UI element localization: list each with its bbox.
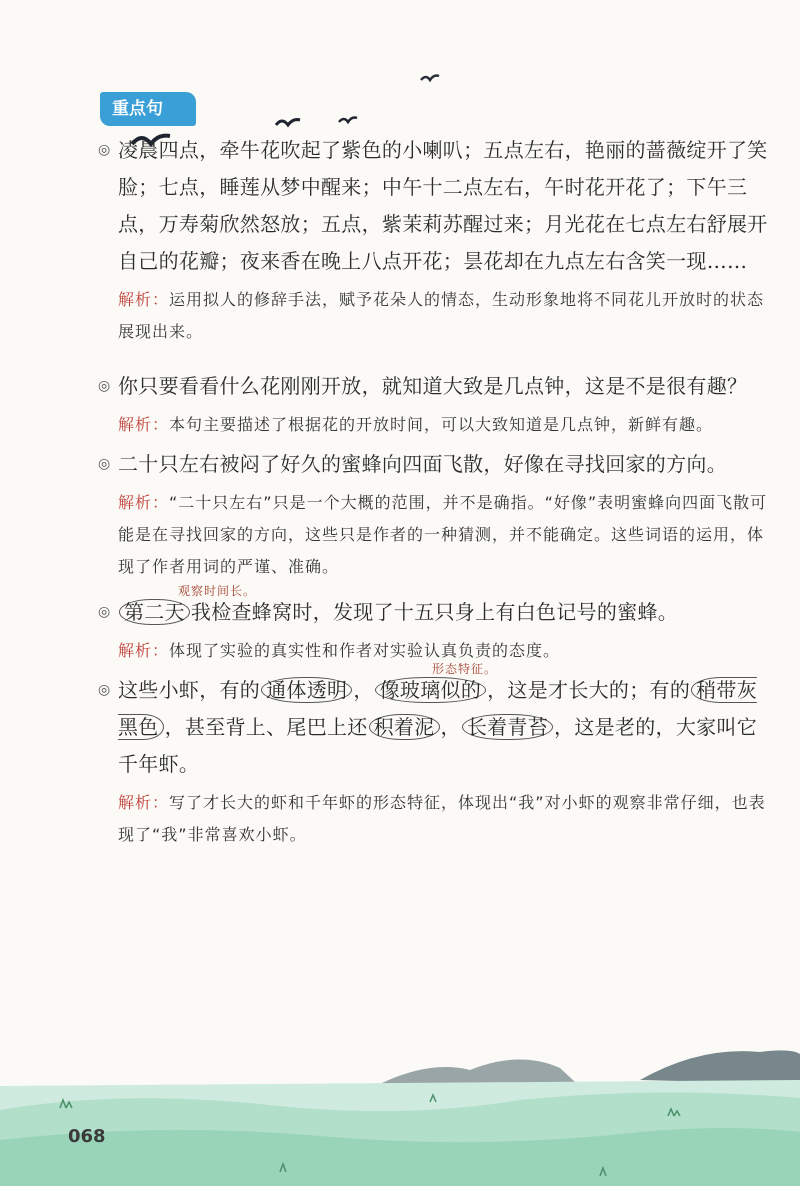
bird-icon: [274, 115, 302, 131]
analysis: 解析：本句主要描述了根据花的开放时间，可以大致知道是几点钟，新鲜有趣。: [118, 415, 714, 434]
handwritten-note: 观察时间长。: [178, 584, 257, 598]
bird-icon: [420, 72, 440, 84]
page-number: 068: [68, 1126, 106, 1147]
handwritten-note: 形态特征。: [432, 662, 498, 676]
sentence-text: ◎ 这些小虾，有的 通体透明 ， 像玻璃似的 ，这是才长大的；有的 稍带灰黑色 ，甚至背上、尾巴上还 积着泥 ， 长着青苔 ，这是老的，大家叫它千年虾。: [98, 672, 770, 783]
key-sentence-3: [98, 446, 770, 583]
circled-phrase: 第二天: [119, 599, 190, 625]
sentence-text: ◎ 二十只左右被闷了好久的蜜蜂向四面飞散，好像在寻找回家的方向。: [98, 446, 770, 483]
analysis: 解析：写了才长大的虾和千年虾的形态特征，体现出“我”对小虾的观察非常仔细，也表现了“我”非常喜欢小虾。: [118, 793, 766, 844]
key-sentence-2: [98, 368, 770, 441]
circled-phrase: 积着泥: [369, 714, 440, 740]
key-sentence-5: [98, 672, 770, 851]
section-tag: 重点句: [100, 92, 196, 126]
key-sentence-4: [98, 594, 770, 667]
sentence-text: ◎ 凌晨四点，牵牛花吹起了紫色的小喇叭；五点左右，艳丽的蔷薇绽开了笑脸；七点，睡莲从梦中醒来；中午十二点左右，午时花开花了；下午三点，万寿菊欣然怒放；五点，紫茉莉苏醒过来；月光花在七点左右舒展开自己的花瓣；夜来香在晚上八点开花；昙花却在九点左右含笑一现……: [98, 132, 770, 280]
bullet-icon: ◎: [98, 604, 111, 620]
analysis: 解析：运用拟人的修辞手法，赋予花朵人的情态，生动形象地将不同花儿开放时的状态展现出来。: [118, 290, 765, 341]
bird-icon: [338, 114, 358, 126]
sentence-text: ◎ 第二天 我检查蜂窝时，发现了十五只身上有白色记号的蜜蜂。: [98, 594, 770, 631]
key-sentence-1: [98, 132, 770, 348]
bullet-icon: ◎: [98, 682, 111, 698]
circled-phrase: 稍带灰黑色: [118, 678, 758, 739]
bullet-icon: ◎: [98, 456, 111, 472]
analysis: 解析：体现了实验的真实性和作者对实验认真负责的态度。: [118, 641, 561, 660]
bullet-icon: ◎: [98, 378, 111, 394]
landscape-illustration: [0, 1040, 800, 1186]
circled-phrase: 像玻璃似的: [375, 677, 487, 703]
circled-phrase: 通体透明: [261, 677, 352, 703]
circled-phrase: 长着青苔: [462, 714, 553, 740]
sentence-text: ◎ 你只要看看什么花刚刚开放，就知道大致是几点钟，这是不是很有趣？: [98, 368, 770, 405]
analysis: 解析：“二十只左右”只是一个大概的范围，并不是确指。“好像”表明蜜蜂向四面飞散可能是在寻找回家的方向，这些只是作者的一种猜测，并不能确定。这些词语的运用，体现了作者用词的严谨、准确。: [118, 493, 768, 576]
bullet-icon: ◎: [98, 142, 111, 158]
